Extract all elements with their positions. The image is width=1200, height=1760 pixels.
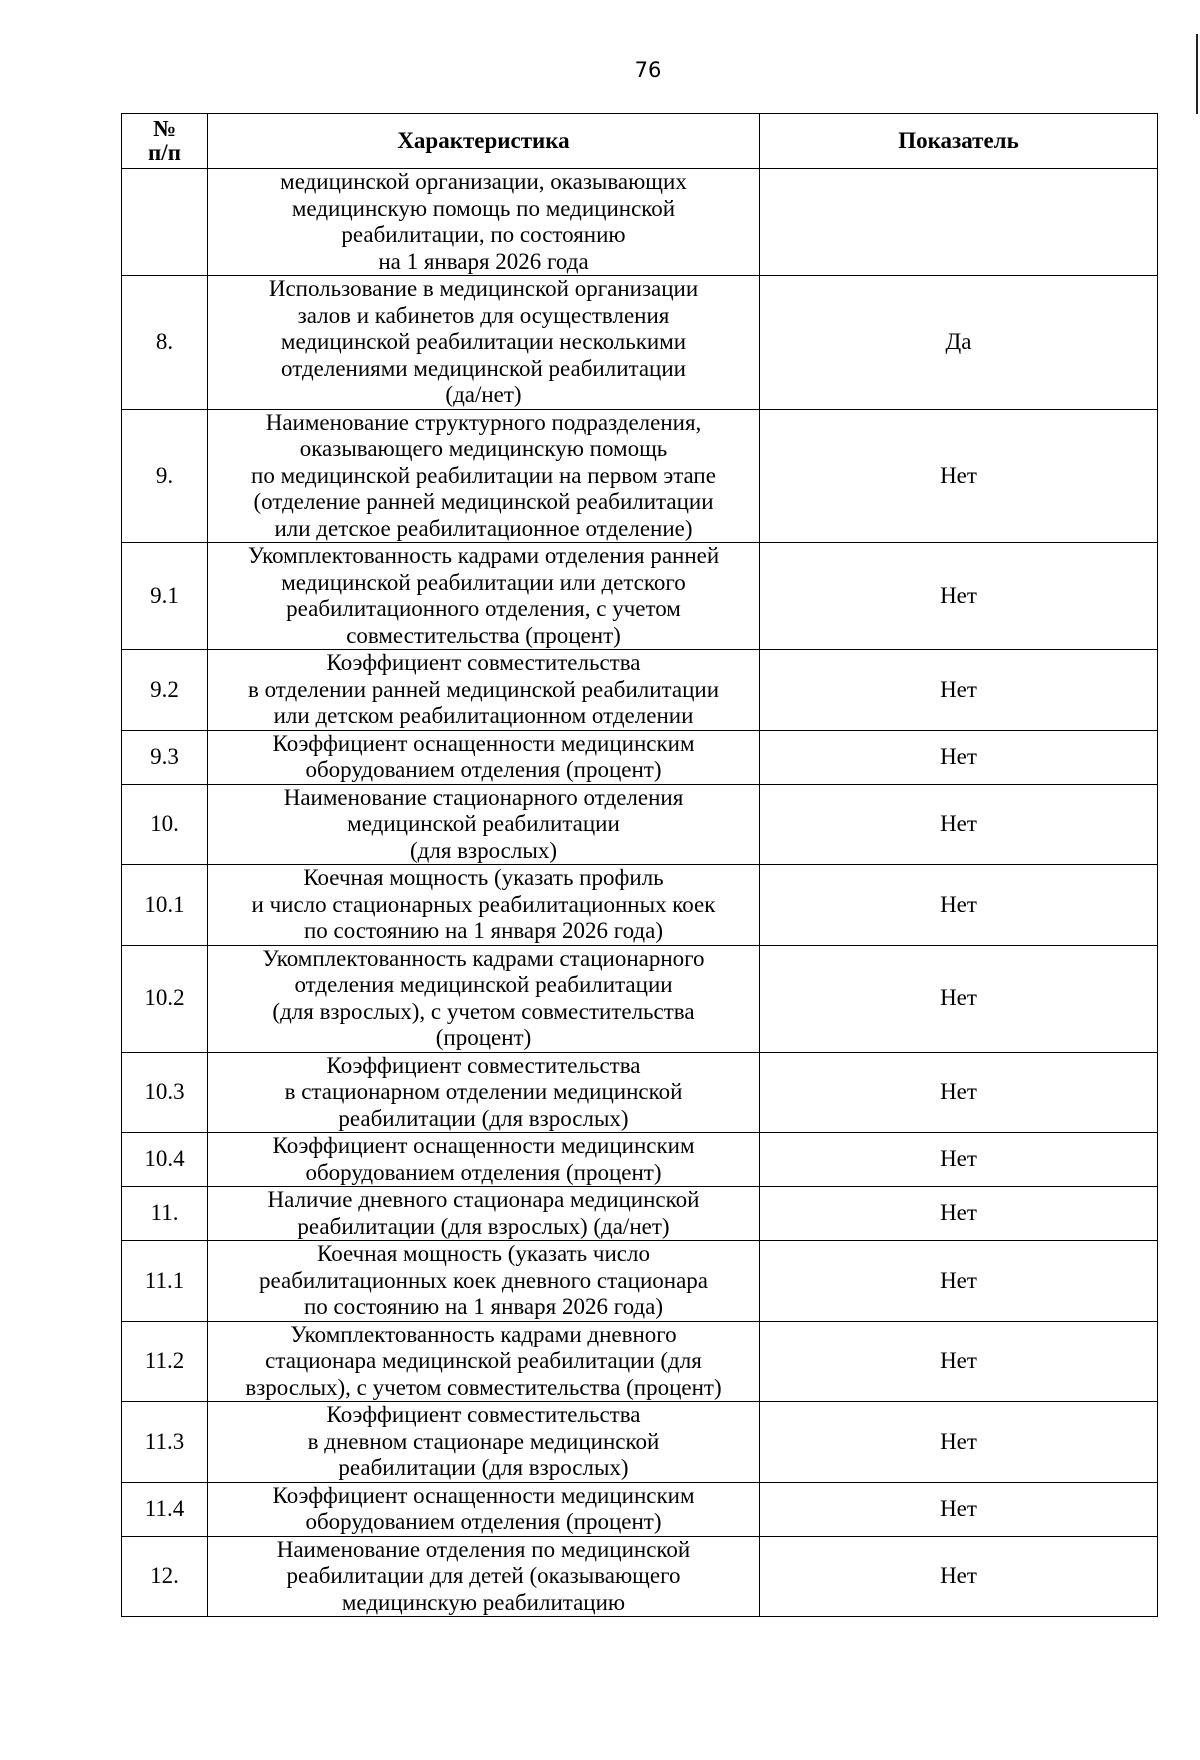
table-row — [122, 1133, 1158, 1187]
row-characteristic: Использование в медицинской организации залов и кабинетов для осуществления медицинской реабилитации несколькими отделениями медицинской реабилитации (да/нет) — [208, 276, 760, 410]
row-number: 9.2 — [122, 650, 208, 731]
table-row — [122, 865, 1158, 946]
row-characteristic: Коэффициент оснащенности медицинским оборудованием отделения (процент) — [208, 730, 760, 784]
table-row — [122, 169, 1158, 276]
row-value: Нет — [760, 1482, 1158, 1536]
table-row — [122, 784, 1158, 865]
row-value: Нет — [760, 650, 1158, 731]
page-number: 76 — [634, 58, 662, 82]
table-row — [122, 1187, 1158, 1241]
row-number — [122, 169, 208, 276]
row-value: Нет — [760, 409, 1158, 543]
header-value: Показатель — [760, 114, 1158, 169]
row-characteristic: Коечная мощность (указать число реабилитационных коек дневного стационара по состоянию на 1 января 2026 года) — [208, 1241, 760, 1322]
row-number: 11.1 — [122, 1241, 208, 1322]
row-value: Нет — [760, 730, 1158, 784]
table-row — [122, 543, 1158, 650]
table-row — [122, 650, 1158, 731]
header-characteristic: Характеристика — [208, 114, 760, 169]
table-row — [122, 730, 1158, 784]
row-number: 11.4 — [122, 1482, 208, 1536]
table-body — [122, 169, 1158, 1617]
row-characteristic: Коэффициент оснащенности медицинским оборудованием отделения (процент) — [208, 1133, 760, 1187]
row-number: 10. — [122, 784, 208, 865]
row-value: Да — [760, 276, 1158, 410]
row-value: Нет — [760, 543, 1158, 650]
row-number: 11.3 — [122, 1402, 208, 1483]
row-characteristic: Коэффициент совместительства в стационарном отделении медицинской реабилитации (для взрослых) — [208, 1052, 760, 1133]
scan-edge-mark — [1196, 34, 1198, 114]
row-number: 12. — [122, 1536, 208, 1617]
row-number: 10.1 — [122, 865, 208, 946]
row-number: 10.3 — [122, 1052, 208, 1133]
row-value: Нет — [760, 1187, 1158, 1241]
row-number: 11.2 — [122, 1321, 208, 1402]
row-value: Нет — [760, 1321, 1158, 1402]
row-characteristic: Наименование отделения по медицинской реабилитации для детей (оказывающего медицинскую реабилитацию — [208, 1536, 760, 1617]
row-characteristic: медицинской организации, оказывающих медицинскую помощь по медицинской реабилитации, по состоянию на 1 января 2026 года — [208, 169, 760, 276]
table-row — [122, 1052, 1158, 1133]
row-number: 9. — [122, 409, 208, 543]
row-characteristic: Наличие дневного стационара медицинской реабилитации (для взрослых) (да/нет) — [208, 1187, 760, 1241]
row-characteristic: Коэффициент совместительства в дневном стационаре медицинской реабилитации (для взрослых) — [208, 1402, 760, 1483]
table-row — [122, 1241, 1158, 1322]
row-number: 8. — [122, 276, 208, 410]
row-value: Нет — [760, 1241, 1158, 1322]
table-row — [122, 1321, 1158, 1402]
table-row — [122, 945, 1158, 1052]
header-num: № п/п — [122, 114, 208, 169]
table-row — [122, 276, 1158, 410]
row-number: 11. — [122, 1187, 208, 1241]
row-characteristic: Укомплектованность кадрами стационарного отделения медицинской реабилитации (для взрослых), с учетом совместительства (процент) — [208, 945, 760, 1052]
row-number: 9.3 — [122, 730, 208, 784]
row-value: Нет — [760, 1133, 1158, 1187]
row-value: Нет — [760, 784, 1158, 865]
table-row — [122, 409, 1158, 543]
table-row — [122, 1482, 1158, 1536]
row-number: 9.1 — [122, 543, 208, 650]
table-row — [122, 1536, 1158, 1617]
table-header-row — [122, 114, 1158, 169]
row-characteristic: Коечная мощность (указать профиль и число стационарных реабилитационных коек по состоянию на 1 января 2026 года) — [208, 865, 760, 946]
row-characteristic: Укомплектованность кадрами отделения ранней медицинской реабилитации или детского реабилитационного отделения, с учетом совместительства (процент) — [208, 543, 760, 650]
row-value: Нет — [760, 1402, 1158, 1483]
row-value — [760, 169, 1158, 276]
row-characteristic: Коэффициент совместительства в отделении ранней медицинской реабилитации или детском реабилитационном отделении — [208, 650, 760, 731]
row-value: Нет — [760, 1052, 1158, 1133]
characteristics-table — [121, 113, 1158, 1617]
row-characteristic: Коэффициент оснащенности медицинским оборудованием отделения (процент) — [208, 1482, 760, 1536]
row-characteristic: Наименование структурного подразделения, оказывающего медицинскую помощь по медицинской реабилитации на первом этапе (отделение ранней медицинской реабилитации или детское реабилитационное отделение) — [208, 409, 760, 543]
row-value: Нет — [760, 1536, 1158, 1617]
row-number: 10.2 — [122, 945, 208, 1052]
table-row — [122, 1402, 1158, 1483]
row-number: 10.4 — [122, 1133, 208, 1187]
row-value: Нет — [760, 945, 1158, 1052]
row-value: Нет — [760, 865, 1158, 946]
row-characteristic: Наименование стационарного отделения медицинской реабилитации (для взрослых) — [208, 784, 760, 865]
row-characteristic: Укомплектованность кадрами дневного стационара медицинской реабилитации (для взрослых), с учетом совместительства (процент) — [208, 1321, 760, 1402]
